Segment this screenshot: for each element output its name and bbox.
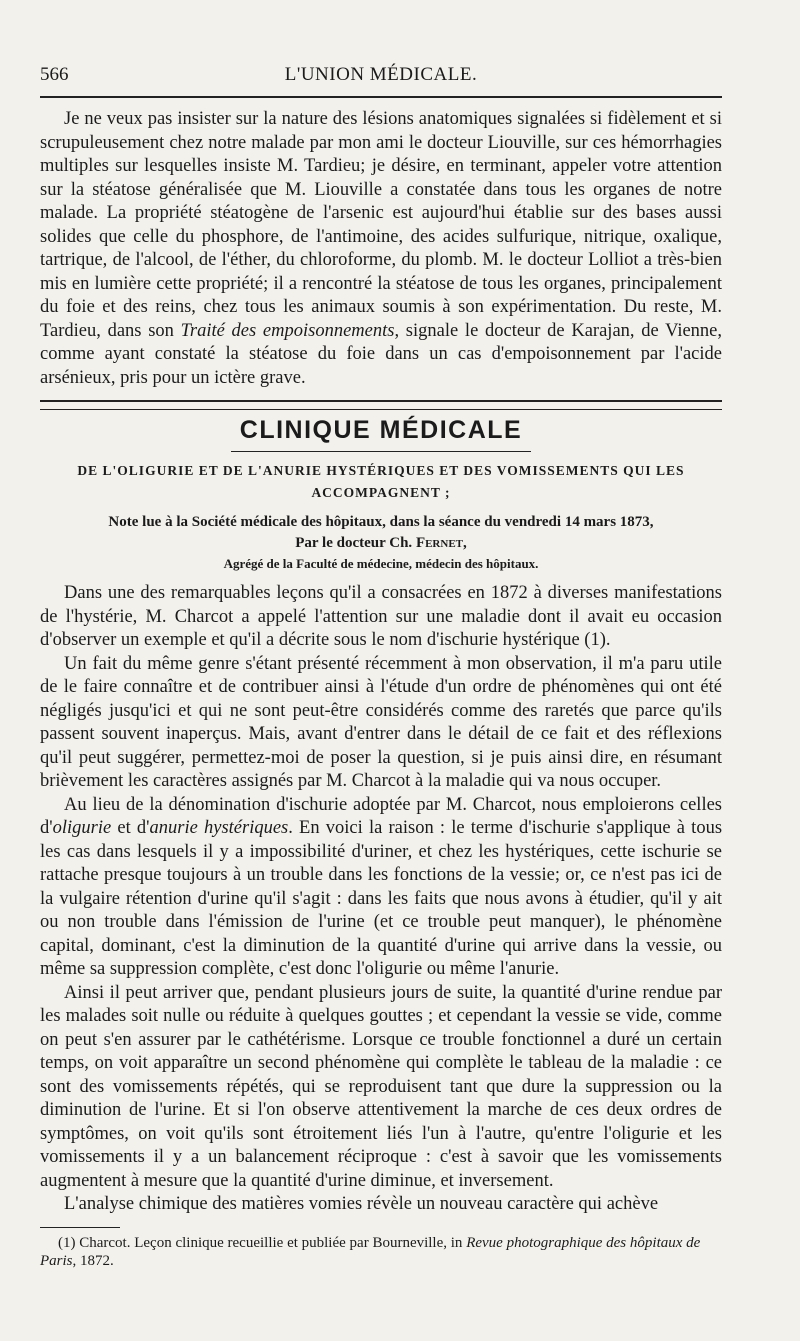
body-paragraph-3: [40, 794, 722, 982]
journal-title: L'UNION MÉDICALE.: [284, 64, 478, 85]
footnote-text-a: (1) Charcot. Leçon clinique recueillie et publiée par Bourneville, in: [58, 1234, 467, 1251]
byline-suffix: ,: [463, 535, 467, 551]
section-title-rule: [231, 451, 531, 452]
intro-paragraph: [40, 108, 722, 390]
p3-text-c: . En voici la raison : le terme d'ischurie s'applique à tous les cas dans lesquels il y a impossibilité d'uriner, et chez les hystériques, cette ischurie se rattache presque toujours à un trouble dans les fonctions de la vessie; or, ce n'est pas ici de la vulgaire rétention d'urine qu'il s'agit : dans les faits que nous avons à étudier, qu'il y ait ou non trouble dans l'émission de l'urine (et ce trouble peut manquer), le phénomène capital, dominant, c'est la diminution de la quantité d'urine qui arrive dans la vessie, ou même sa suppression complète, c'est donc l'oligurie ou même l'anurie.: [40, 818, 723, 979]
page-number: 566: [40, 64, 69, 85]
footnote-rule: [40, 1227, 120, 1228]
body-paragraph-4: Ainsi il peut arriver que, pendant plusieurs jours de suite, la quantité d'urine rendue par les malades soit nulle ou réduite à quelques gouttes ; et cependant la vessie se vide, comme on peut s'en assurer par le cathétérisme. Lorsque ce trouble fonctionnel a duré un certain temps, on voit apparaître un second phénomène qui complète le tableau de la maladie : ce sont des vomissements répétés, qui se reproduisent tant que dure la suppression ou la diminution de l'urine. Et si l'on observe attentivement la marche de ces deux ordres de symptômes, on voit qu'ils sont étroitement liés l'un à l'autre, qu'entre l'oligurie et les vomissements il y a un balancement réciproque : c'est à savoir que les vomissements augmentent à mesure que la quantité d'urine diminue, et inversement.: [40, 982, 722, 1191]
article-note: Note lue à la Société médicale des hôpitaux, dans la séance du vendredi 14 mars 1873,: [108, 514, 654, 530]
footnote-text-b: , 1872.: [72, 1252, 114, 1269]
journal-page: [40, 64, 722, 1270]
section-divider: [40, 400, 722, 410]
author-surname: Fernet: [415, 535, 463, 551]
body-paragraph-1: Dans une des remarquables leçons qu'il a consacrées en 1872 à diverses manifestations de l'hystérie, M. Charcot a appelé l'attention sur une maladie dont il avait eu occasion d'observer un exemple et qu'il a décrite sous le nom d'ischurie hystérique (1).: [40, 583, 722, 650]
header-rule: [40, 96, 722, 98]
p3-italic-anurie: anurie hystériques: [149, 818, 289, 838]
body-paragraph-2: Un fait du même genre s'étant présenté récemment à mon observation, il m'a paru utile de le faire connaître et de contribuer ainsi à l'étude d'un ordre de phénomènes qui ont été négligés jusqu'ici et qui ne sont peut-être considérés comme des raretés que parce qu'ils passent souvent inaperçus. Mais, avant d'entrer dans le détail de ce fait et des réflexions qu'il peut suggérer, permettez-moi de poser la question, si je puis ainsi dire, en résumant brièvement les caractères assignés par M. Charcot à la maladie qui va nous occuper.: [40, 653, 722, 791]
p3-italic-oligurie: oligurie: [52, 818, 112, 838]
p3-text-b: et d': [111, 818, 150, 838]
article-title: DE L'OLIGURIE ET DE L'ANURIE HYSTÉRIQUES ET DES VOMISSEMENTS QUI LES ACCOMPAGNENT ;: [77, 463, 685, 500]
body-paragraph-5: L'analyse chimique des matières vomies révèle un nouveau caractère qui achève: [64, 1194, 659, 1214]
author-affiliation: Agrégé de la Faculté de médecine, médecin des hôpitaux.: [223, 556, 539, 571]
footnote-italic-journal: Revue photographique des hôpitaux de Paris: [40, 1234, 701, 1269]
footnote: [40, 1234, 722, 1270]
intro-text-a: Je ne veux pas insister sur la nature des lésions anatomiques signalées si fidèlement et si scrupuleusement chez notre malade par mon ami le docteur Liouville, sur ces hémorrhagies multiples sur lesquelles insiste M. Tardieu; je désire, en terminant, appeler votre attention sur la stéatose généralisée que M. Liouville a constatée dans tous les organes de notre malade. La propriété stéatogène de l'arsenic est aujourd'hui établie sur des bases aussi solides que celle du phosphore, de l'antimoine, des acides sulfurique, nitrique, oxalique, tartrique, de l'alcool, de l'éther, du chloroforme, du plomb. M. le docteur Lolliot a très-bien mis en lumière cette propriété; il a rencontré la stéatose de tous les organes, principalement du foie et des reins, chez tous les animaux soumis à son expérimentation. Du reste, M. Tardieu, dans son: [40, 109, 722, 341]
section-title: CLINIQUE MÉDICALE: [239, 416, 523, 444]
p3-text-a: Au lieu de la dénomination d'ischurie adoptée par M. Charcot, nous emploierons celles d': [40, 794, 722, 838]
article-byline: [40, 532, 722, 554]
intro-italic-title: Traité des empoisonnements: [180, 320, 395, 341]
byline-prefix: Par le docteur Ch.: [295, 535, 416, 551]
page-header: [40, 64, 722, 92]
intro-text-b: , signale le docteur de Karajan, de Vienne, comme ayant constaté la stéatose du foie dans un cas d'empoisonnement par l'acide arsénieux, pris pour un ictère grave.: [40, 320, 723, 388]
